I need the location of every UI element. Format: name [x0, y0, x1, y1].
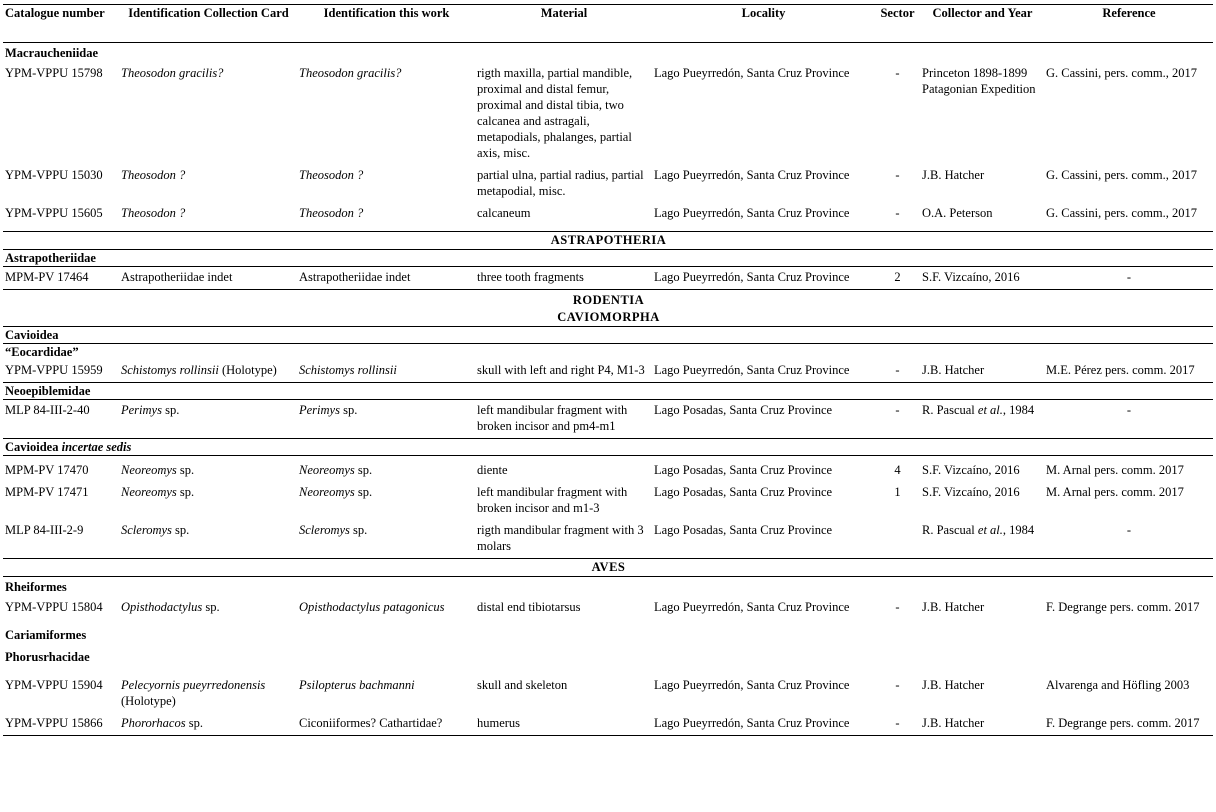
taxon-suffix: sp.: [161, 403, 180, 417]
cell-sector: -: [895, 363, 900, 377]
cell-id-card: [119, 713, 297, 736]
cell-locality: Lago Pueyrredón, Santa Cruz Province: [654, 678, 850, 692]
group-row: [3, 439, 1213, 456]
cell-collector: J.B. Hatcher: [922, 363, 985, 377]
cell-sector: -: [874, 713, 920, 736]
cell-collector: O.A. Peterson: [920, 203, 1044, 232]
collector-year: , 1984: [1002, 523, 1035, 537]
cell-collector: [920, 520, 1044, 559]
cell-collector: S.F. Vizcaíno, 2016: [920, 456, 1044, 483]
group-row: [3, 577, 1213, 598]
cell-id-card: [119, 63, 297, 165]
specimen-table-container: [3, 4, 1213, 736]
table-row: [3, 482, 1213, 520]
taxon-name: Perimys: [121, 403, 162, 417]
cell-id-card: [119, 165, 297, 203]
group-macraucheniidae: Macraucheniidae: [5, 46, 99, 60]
taxon-name: Pelecyornis pueyrredonensis: [121, 678, 266, 692]
cell-catalogue: MLP 84-III-2-9: [3, 520, 119, 559]
taxon-name: Schistomys rollinsii: [299, 363, 397, 377]
cell-catalogue: YPM-VPPU 15804: [5, 600, 103, 614]
header-id-card: Identification Collection Card: [128, 6, 289, 20]
cell-id-work: [297, 165, 475, 203]
taxon-name: Psilopterus bachmanni: [299, 678, 415, 692]
header-sector: Sector: [880, 6, 915, 20]
taxon-suffix: sp.: [202, 600, 220, 614]
cell-id-card: [119, 482, 297, 520]
cell-locality: Lago Pueyrredón, Santa Cruz Province: [652, 713, 874, 736]
cell-material: skull with left and right P4, M1-3: [477, 363, 645, 377]
cell-id-work: [297, 203, 475, 232]
collector-etal: et al.: [977, 403, 1003, 417]
group-row: [3, 344, 1213, 361]
cell-collector: S.F. Vizcaíno, 2016: [922, 485, 1020, 499]
cell-material: calcaneum: [475, 203, 652, 232]
taxon-suffix: sp.: [176, 485, 195, 499]
taxon-name: Neoreomys: [121, 485, 177, 499]
cell-locality: Lago Pueyrredón, Santa Cruz Province: [652, 267, 874, 290]
collector-etal: et al.: [977, 523, 1003, 537]
cell-reference: F. Degrange pers. comm. 2017: [1044, 713, 1213, 736]
cell-id-work: [297, 400, 475, 439]
cell-locality: Lago Posadas, Santa Cruz Province: [652, 520, 874, 559]
taxon-suffix: sp.: [176, 463, 195, 477]
cell-material: left mandibular fragment with broken incisor and pm4-m1: [475, 400, 652, 439]
group-label: Cavioidea: [5, 440, 62, 454]
taxon-name: Theosodon ?: [299, 168, 364, 182]
cell-reference: [1044, 203, 1213, 232]
cell-id-card: [119, 203, 297, 232]
cell-collector: J.B. Hatcher: [920, 713, 1044, 736]
cell-id-card: [119, 400, 297, 439]
group-label-italic: incertae sedis: [61, 440, 132, 454]
cell-reference: M. Arnal pers. comm. 2017: [1046, 485, 1184, 499]
table-row: [3, 203, 1213, 232]
cell-reference: G. Cassini, pers. comm., 2017: [1046, 168, 1198, 182]
cell-sector: -: [874, 203, 920, 232]
taxon-suffix: (Holotype): [218, 363, 277, 377]
group-row: [3, 327, 1213, 344]
cell-material: humerus: [475, 713, 652, 736]
cell-reference: -: [1044, 520, 1213, 559]
cell-catalogue: YPM-VPPU 15904: [5, 678, 103, 692]
cell-locality: Lago Pueyrredón, Santa Cruz Province: [654, 168, 850, 182]
cell-material: rigth maxilla, partial mandible, proximal and distal femur, proximal and distal tibia, two calcanea and astragali, metapodials, phalanges, partial axis, misc.: [477, 66, 633, 160]
cell-id-work: [297, 597, 475, 619]
cell-collector: [920, 400, 1044, 439]
cell-reference: -: [1044, 267, 1213, 290]
cell-reference: Alvarenga and Höfling 2003: [1046, 678, 1190, 692]
taxon-suffix: sp.: [339, 403, 358, 417]
taxon-name: Theosodon ?: [121, 168, 186, 182]
cell-sector: -: [895, 168, 900, 182]
table-row: [3, 400, 1213, 439]
taxon-name: Neoreomys: [299, 485, 355, 499]
group-astrapotheriidae: Astrapotheriidae: [5, 251, 96, 265]
collector-year: , 1984: [1002, 403, 1035, 417]
table-row: [3, 165, 1213, 203]
cell-catalogue: YPM-VPPU 15030: [5, 168, 103, 182]
cell-locality: Lago Pueyrredón, Santa Cruz Province: [654, 363, 850, 377]
cell-sector: -: [895, 600, 900, 614]
cell-catalogue: MLP 84-III-2-40: [3, 400, 119, 439]
major-group-row: [3, 559, 1213, 577]
group-phorusrhacidae: Phorusrhacidae: [5, 650, 90, 664]
header-collector: Collector and Year: [932, 6, 1033, 20]
table-row: [3, 267, 1213, 290]
table-row: [3, 713, 1213, 736]
taxon-name: Opisthodactylus: [121, 600, 203, 614]
header-locality: Locality: [741, 6, 786, 20]
taxon-name: Theosodon ?: [299, 206, 364, 220]
table-row: [3, 520, 1213, 559]
header-reference: Reference: [1102, 6, 1156, 20]
collector-name: R. Pascual: [922, 403, 978, 417]
taxon-suffix: sp.: [349, 523, 368, 537]
taxon-suffix: (Holotype): [121, 694, 176, 708]
table-row: [3, 456, 1213, 483]
cell-material: partial ulna, partial radius, partial metapodial, misc.: [477, 168, 644, 198]
taxon-name: Scleromys: [121, 523, 172, 537]
cell-reference: M.E. Pérez pers. comm. 2017: [1046, 363, 1195, 377]
group-row: [3, 250, 1213, 267]
cell-locality: Lago Posadas, Santa Cruz Province: [652, 456, 874, 483]
group-cavioidea: Cavioidea: [5, 328, 59, 342]
cell-collector: Princeton 1898-1899 Patagonian Expedition: [922, 66, 1036, 96]
table-row: [3, 63, 1213, 165]
cell-sector: 1: [894, 485, 901, 499]
cell-sector: -: [874, 400, 920, 439]
group-caviomorpha: CAVIOMORPHA: [3, 309, 1213, 327]
group-row: [3, 43, 1213, 64]
cell-sector: -: [895, 678, 900, 692]
cell-id-work: [297, 63, 475, 165]
taxon-suffix: sp.: [354, 485, 373, 499]
cell-reference: -: [1044, 400, 1213, 439]
group-row: [3, 619, 1213, 645]
taxon-name: Perimys: [299, 403, 340, 417]
cell-catalogue: MPM-PV 17464: [3, 267, 119, 290]
header-material: Material: [540, 6, 588, 20]
major-group-row: [3, 290, 1213, 310]
cell-sector: [874, 520, 920, 559]
cell-catalogue: YPM-VPPU 15959: [5, 363, 103, 377]
cell-material: rigth mandibular fragment with 3 molars: [475, 520, 652, 559]
group-neoepiblemidae: Neoepiblemidae: [3, 383, 1213, 400]
cell-id-card: [119, 671, 297, 713]
cell-id-card: [119, 456, 297, 483]
taxon-suffix: sp.: [354, 463, 373, 477]
table-row: [3, 671, 1213, 713]
group-cariamiformes: Cariamiformes: [5, 628, 87, 642]
cell-material: left mandibular fragment with broken incisor and m1-3: [477, 485, 628, 515]
cell-catalogue: MPM-PV 17470: [3, 456, 119, 483]
taxon-name: Opisthodactylus patagonicus: [299, 600, 445, 614]
cell-sector: 4: [874, 456, 920, 483]
header-id-work: Identification this work: [323, 6, 450, 20]
cell-id-work: Astrapotheriidae indet: [297, 267, 475, 290]
taxon-suffix: sp.: [185, 716, 203, 730]
cell-catalogue: YPM-VPPU 15866: [3, 713, 119, 736]
cell-reference: F. Degrange pers. comm. 2017: [1046, 600, 1200, 614]
taxon-name: Phororhacos: [121, 716, 186, 730]
cell-material: distal end tibiotarsus: [477, 600, 581, 614]
table-row: [3, 360, 1213, 383]
taxon-name: Schistomys rollinsii: [121, 363, 219, 377]
taxon-suffix: sp.: [171, 523, 190, 537]
cell-id-work: [297, 360, 475, 383]
cell-locality: Lago Posadas, Santa Cruz Province: [652, 400, 874, 439]
collector-name: R. Pascual: [922, 523, 978, 537]
group-rheiformes: Rheiformes: [5, 580, 67, 594]
cell-material: three tooth fragments: [475, 267, 652, 290]
group-row: [3, 645, 1213, 671]
table-header: [3, 5, 1213, 43]
group-cavioidea-incertae-sedis: [3, 439, 1213, 456]
taxon-name: Theosodon gracilis?: [121, 66, 224, 80]
cell-id-card: Astrapotheriidae indet: [119, 267, 297, 290]
cell-id-work: [297, 456, 475, 483]
cell-sector: 2: [874, 267, 920, 290]
cell-locality: Lago Pueyrredón, Santa Cruz Province: [654, 600, 850, 614]
group-aves: AVES: [3, 559, 1213, 577]
group-rodentia: RODENTIA: [572, 293, 645, 307]
taxon-name: Neoreomys: [121, 463, 177, 477]
cell-id-work: Ciconiiformes? Cathartidae?: [297, 713, 475, 736]
cell-collector: S.F. Vizcaíno, 2016: [920, 267, 1044, 290]
specimen-table: [3, 4, 1213, 736]
cell-locality: Lago Pueyrredón, Santa Cruz Province: [654, 66, 850, 80]
cell-reference: M. Arnal pers. comm. 2017: [1044, 456, 1213, 483]
cell-material: diente: [475, 456, 652, 483]
group-row: [3, 383, 1213, 400]
taxon-name: Theosodon gracilis?: [299, 66, 402, 80]
cell-id-work: [297, 482, 475, 520]
taxon-name: Theosodon ?: [121, 206, 186, 220]
group-eocardidae: “Eocardidae”: [3, 344, 1213, 361]
group-astrapotheria: ASTRAPOTHERIA: [3, 232, 1213, 250]
major-group-row: [3, 232, 1213, 250]
cell-id-work: [297, 520, 475, 559]
cell-sector: -: [895, 66, 900, 80]
cell-catalogue: YPM-VPPU 15798: [5, 66, 103, 80]
major-group-row: [3, 309, 1213, 327]
cell-id-card: [119, 597, 297, 619]
cell-locality: Lago Posadas, Santa Cruz Province: [654, 485, 833, 499]
cell-reference: G. Cassini, pers. comm., 2017: [1046, 66, 1198, 80]
cell-id-card: [119, 520, 297, 559]
header-catalogue: Catalogue number: [5, 6, 105, 20]
cell-material: skull and skeleton: [477, 678, 568, 692]
cell-locality: Lago Pueyrredón, Santa Cruz Province: [652, 203, 874, 232]
reference-text: G. Cassini, pers. comm., 2017: [1046, 206, 1198, 220]
cell-collector: J.B. Hatcher: [922, 600, 985, 614]
cell-id-work: [297, 671, 475, 713]
taxon-name: Neoreomys: [299, 463, 355, 477]
cell-catalogue: YPM-VPPU 15605: [3, 203, 119, 232]
cell-collector: J.B. Hatcher: [922, 168, 985, 182]
table-row: [3, 597, 1213, 619]
cell-id-card: [119, 360, 297, 383]
cell-catalogue: MPM-PV 17471: [5, 485, 89, 499]
cell-collector: J.B. Hatcher: [922, 678, 985, 692]
taxon-name: Scleromys: [299, 523, 350, 537]
